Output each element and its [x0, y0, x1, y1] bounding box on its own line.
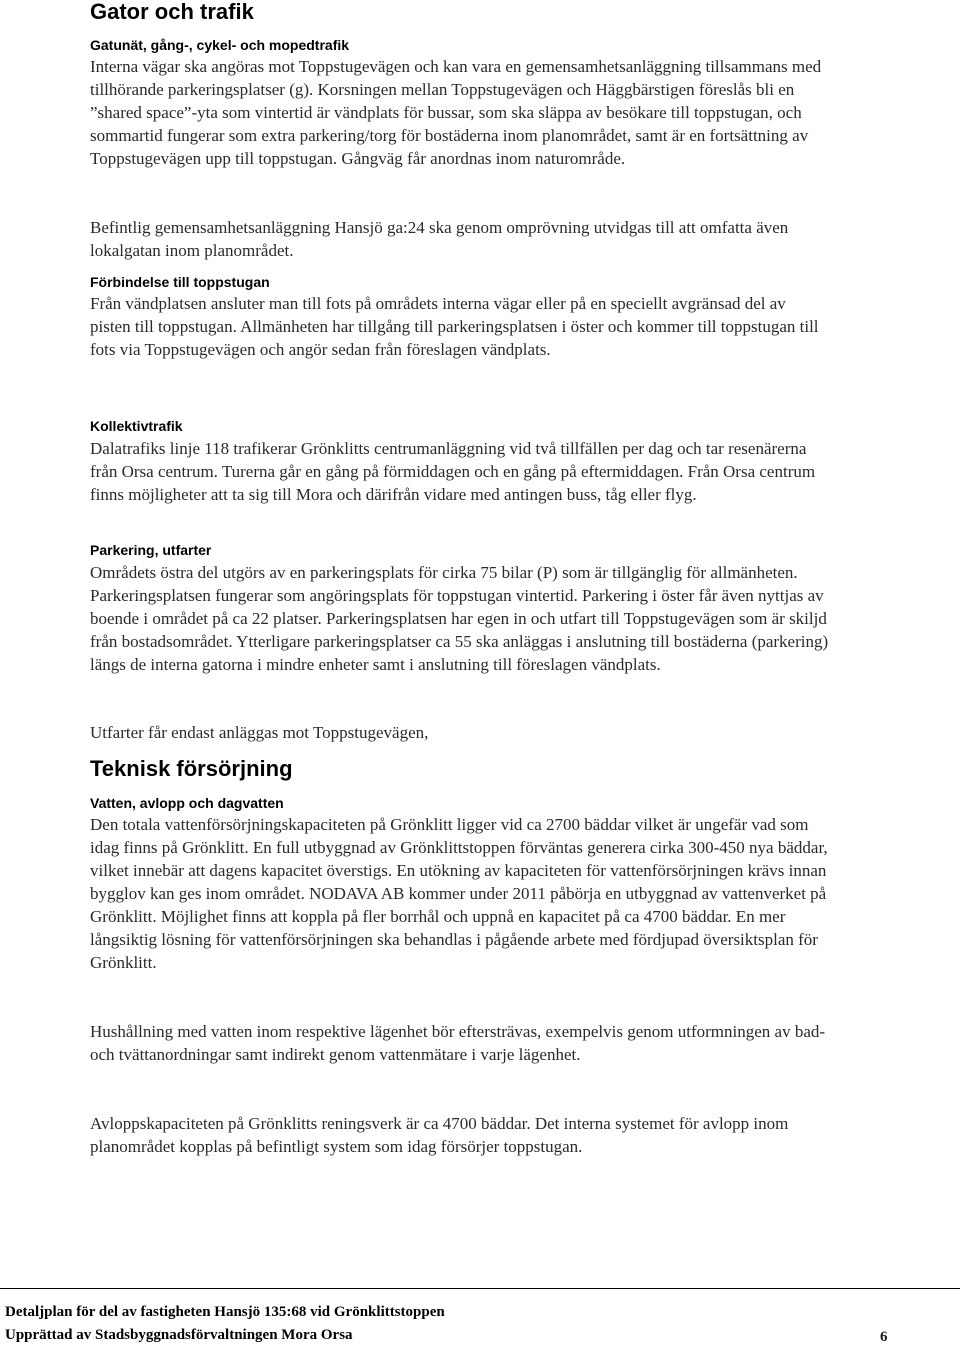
- paragraph-parkering-2: Utfarter får endast anläggas mot Toppstugevägen,: [90, 723, 429, 742]
- footer-plan-title: Detaljplan för del av fastigheten Hansjö 135:68 vid Grönklittstoppen: [5, 1304, 445, 1320]
- paragraph-vatten-2: Hushållning med vatten inom respektive lägenhet bör eftersträvas, exempelvis genom utformningen av bad- och tvättanordningar samt indirekt genom vattenmätare i varje lägenhet.: [90, 1022, 826, 1064]
- paragraph-vatten-1: Den totala vattenförsörjningskapaciteten på Grönklitt ligger vid ca 2700 bäddar vilket är ungefär vad som idag finns på Grönklitt. En full utbyggnad av Grönklittstoppen förväntas generera cirka 300-450 nya bäddar, vilket innebär att dagens kapacitet överstigs. En utökning av kapaciteten för vattenförsörjningen krävs innan bygglov kan ges inom området. NODAVA AB kommer under 2011 påbörja en utbyggnad av vattenverket på Grönklitt. Möjlighet finns att koppla på fler borrhål och uppnå en kapacitet på ca 4700 bäddar. En mer långsiktig lösning för vattenförsörjningen ska behandlas i pågående arbete med fördjupad översiktsplan för Grönklitt.: [90, 815, 828, 972]
- heading-kollektivtrafik: Kollektivtrafik: [90, 418, 183, 434]
- section-title-teknisk: Teknisk försörjning: [90, 756, 293, 781]
- page-number: 6: [880, 1329, 888, 1345]
- paragraph-kollektivtrafik-1: Dalatrafiks linje 118 trafikerar Grönklitts centrumanläggning vid två tillfällen per dag och tar resenärerna från Orsa centrum. Turerna går en gång på förmiddagen och en gång på eftermiddagen. Från Orsa centrum finns möjligheter att ta sig till Mora och därifrån vidare med antingen buss, tåg eller flyg.: [90, 439, 816, 504]
- page-footer: [0, 1288, 960, 1345]
- footer-author: Upprättad av Stadsbyggnadsförvaltningen Mora Orsa: [5, 1327, 353, 1343]
- section-title-gator: Gator och trafik: [90, 0, 254, 24]
- heading-vatten: Vatten, avlopp och dagvatten: [90, 795, 284, 811]
- paragraph-gatunat-2: Befintlig gemensamhetsanläggning Hansjö ga:24 ska genom omprövning utvidgas till att omfatta även lokalgatan inom planområdet.: [90, 218, 789, 260]
- heading-gatunat: Gatunät, gång-, cykel- och mopedtrafik: [90, 37, 350, 53]
- paragraph-vatten-3: Avloppskapaciteten på Grönklitts reningsverk är ca 4700 bäddar. Det interna systemet för avlopp inom planområdet kopplas på befintligt system som idag försörjer toppstugan.: [90, 1114, 789, 1156]
- paragraph-forbindelse-1: Från vändplatsen ansluter man till fots på områdets interna vägar eller på en speciellt avgränsad del av pisten till toppstugan. Allmänheten har tillgång till parkeringsplatsen i öster och kommer till toppstugan till fots via Toppstugevägen och angör sedan från föreslagen vändplats.: [90, 294, 819, 359]
- paragraph-parkering-1: Områdets östra del utgörs av en parkeringsplats för cirka 75 bilar (P) som är tillgänglig för allmänheten. Parkeringsplatsen fungerar som angöringsplats för toppstugan vintertid. Parkering i öster får även nyttjas av boende i området på ca 22 platser. Parkeringsplatsen har egen in och utfart till Toppstugevägen som är skiljd från bostadsområdet. Ytterligare parkeringsplatser ca 55 ska anläggas i anslutning till bostäderna (parkering) längs de interna gatorna i mindre enheter samt i anslutning till föreslagen vändplats.: [90, 563, 829, 674]
- heading-forbindelse: Förbindelse till toppstugan: [90, 274, 270, 290]
- paragraph-gatunat-1: Interna vägar ska angöras mot Toppstugevägen och kan vara en gemensamhetsanläggning tillsammans med tillhörande parkeringsplatser (g). Korsningen mellan Toppstugevägen och Häggbärstigen föreslås bli en ”shared space”-yta som vintertid är vändplats för bussar, som ska släppa av besökare till toppstugan, och sommartid fungerar som extra parkering/torg för bostäderna inom planområdet, samt är en fortsättning av Toppstugevägen upp till toppstugan. Gångväg får anordnas inom naturområde.: [90, 57, 822, 168]
- heading-parkering: Parkering, utfarter: [90, 542, 212, 558]
- footer-divider: [0, 1288, 960, 1289]
